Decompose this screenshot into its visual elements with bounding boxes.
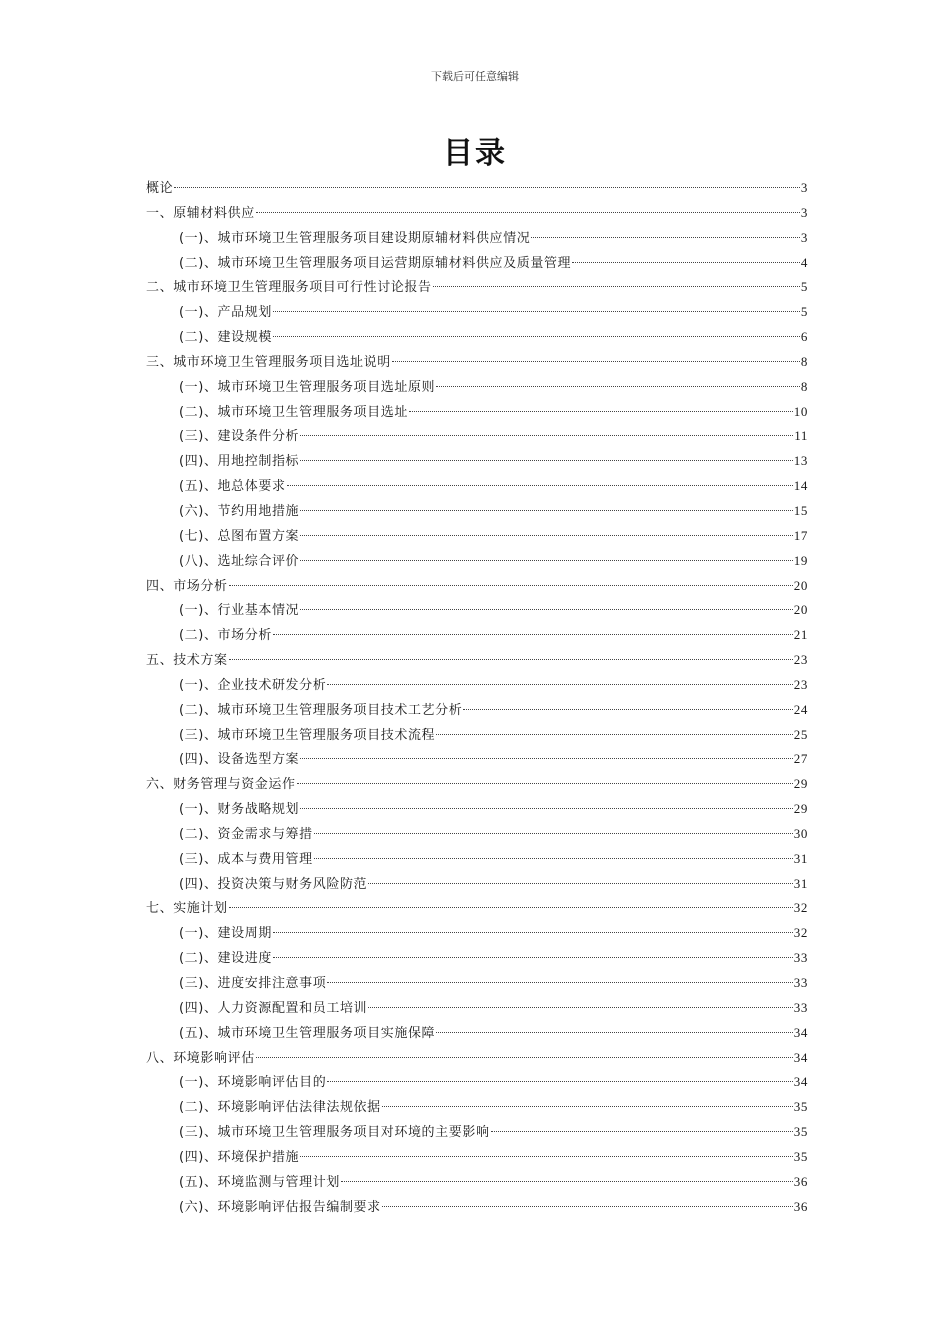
toc-page-number: 8 [800, 378, 808, 394]
toc-page-number: 23 [793, 676, 808, 692]
toc-section-entry[interactable] [146, 549, 808, 574]
toc-section-entry[interactable] [146, 1095, 808, 1120]
toc-section-entry[interactable] [146, 499, 808, 524]
toc-dot-leader [229, 585, 793, 586]
toc-entry-title: 八、环境影响评估 [146, 1050, 255, 1066]
toc-entry-title: (一)、建设周期 [179, 926, 272, 942]
toc-page-number: 15 [793, 502, 808, 518]
toc-section-entry[interactable] [146, 946, 808, 971]
toc-dot-leader [300, 535, 793, 536]
toc-chapter-entry[interactable] [146, 275, 808, 300]
toc-page-number: 5 [800, 279, 808, 295]
toc-entry-title: (四)、人力资源配置和员工培训 [179, 1000, 368, 1016]
toc-dot-leader [229, 907, 793, 908]
toc-page-number: 33 [793, 999, 808, 1015]
toc-entry-title: 一、原辅材料供应 [146, 205, 255, 221]
toc-dot-leader [300, 609, 793, 610]
toc-dot-leader [273, 336, 800, 337]
toc-entry-title: (一)、行业基本情况 [179, 603, 300, 619]
toc-section-entry[interactable] [146, 847, 808, 872]
toc-dot-leader [174, 187, 800, 188]
toc-section-entry[interactable] [146, 1170, 808, 1195]
toc-page-number: 21 [793, 627, 808, 643]
toc-entry-title: 五、技术方案 [146, 653, 228, 669]
toc-dot-leader [273, 957, 793, 958]
toc-page-number: 30 [793, 825, 808, 841]
toc-page-number: 8 [800, 353, 808, 369]
toc-page-number: 31 [793, 850, 808, 866]
toc-dot-leader [273, 634, 793, 635]
toc-section-entry[interactable] [146, 723, 808, 748]
toc-entry-title: 七、实施计划 [146, 901, 228, 917]
toc-entry-title: (四)、环境保护措施 [179, 1149, 300, 1165]
toc-dot-leader [300, 460, 793, 461]
toc-section-entry[interactable] [146, 921, 808, 946]
toc-dot-leader [314, 833, 793, 834]
toc-entry-title: (二)、城市环境卫生管理服务项目运营期原辅材料供应及质量管理 [179, 255, 572, 271]
toc-page-number: 5 [800, 304, 808, 320]
toc-entry-title: (一)、城市环境卫生管理服务项目建设期原辅材料供应情况 [179, 230, 531, 246]
toc-entry-title: 六、财务管理与资金运作 [146, 777, 296, 793]
toc-chapter-entry[interactable] [146, 176, 808, 201]
toc-page-number: 27 [793, 751, 808, 767]
toc-chapter-entry[interactable] [146, 350, 808, 375]
toc-dot-leader [368, 1007, 793, 1008]
toc-section-entry[interactable] [146, 449, 808, 474]
toc-page-number: 35 [793, 1124, 808, 1140]
toc-entry-title: (三)、城市环境卫生管理服务项目技术流程 [179, 727, 436, 743]
toc-page-number: 32 [793, 925, 808, 941]
toc-entry-title: (一)、产品规划 [179, 305, 272, 321]
toc-page-number: 35 [793, 1148, 808, 1164]
toc-dot-leader [273, 932, 793, 933]
toc-page-number: 29 [793, 801, 808, 817]
toc-entry-title: 概论 [146, 181, 174, 196]
toc-section-entry[interactable] [146, 1195, 808, 1220]
toc-entry-title: (二)、资金需求与筹措 [179, 826, 313, 842]
toc-dot-leader [273, 311, 800, 312]
toc-page-number: 13 [793, 453, 808, 469]
toc-dot-leader [327, 982, 792, 983]
toc-section-entry[interactable] [146, 1070, 808, 1095]
toc-dot-leader [491, 1131, 793, 1132]
toc-entry-title: (二)、城市环境卫生管理服务项目选址 [179, 404, 408, 420]
toc-dot-leader [300, 1156, 793, 1157]
toc-section-entry[interactable] [146, 698, 808, 723]
page-header: 下载后可任意编辑 [431, 70, 519, 83]
toc-chapter-entry[interactable] [146, 201, 808, 226]
toc-page-number: 29 [793, 776, 808, 792]
toc-entry-title: (二)、环境影响评估法律法规依据 [179, 1100, 381, 1116]
toc-section-entry[interactable] [146, 623, 808, 648]
toc-page-number: 10 [793, 403, 808, 419]
toc-chapter-entry[interactable] [146, 896, 808, 921]
toc-section-entry[interactable] [146, 747, 808, 772]
toc-entry-title: (七)、总图布置方案 [179, 528, 300, 544]
toc-page-number: 36 [793, 1198, 808, 1214]
toc-entry-title: (二)、市场分析 [179, 628, 272, 644]
toc-section-entry[interactable] [146, 1120, 808, 1145]
toc-dot-leader [368, 883, 793, 884]
toc-section-entry[interactable] [146, 325, 808, 350]
toc-dot-leader [300, 758, 793, 759]
toc-entry-title: (五)、城市环境卫生管理服务项目实施保障 [179, 1025, 436, 1041]
toc-entry-title: (六)、节约用地措施 [179, 503, 300, 519]
toc-dot-leader [436, 1032, 793, 1033]
toc-entry-title: (三)、进度安排注意事项 [179, 976, 327, 991]
toc-dot-leader [531, 237, 800, 238]
toc-page-number: 35 [793, 1099, 808, 1115]
toc-page-number: 11 [794, 428, 808, 444]
toc-page-number: 20 [793, 577, 808, 593]
toc-section-entry[interactable] [146, 822, 808, 847]
toc-entry-title: (四)、投资决策与财务风险防范 [179, 876, 368, 892]
toc-entry-title: (三)、成本与费用管理 [179, 851, 313, 867]
toc-section-entry[interactable] [146, 474, 808, 499]
toc-dot-leader [256, 212, 800, 213]
toc-section-entry[interactable] [146, 996, 808, 1021]
toc-dot-leader [341, 1181, 793, 1182]
toc-page-number: 4 [800, 254, 808, 270]
toc-dot-leader [314, 858, 793, 859]
toc-page-number: 34 [793, 1074, 808, 1090]
toc-section-entry[interactable] [146, 226, 808, 251]
toc-dot-leader [327, 684, 792, 685]
toc-dot-leader [300, 808, 793, 809]
toc-page-number: 20 [793, 602, 808, 618]
toc-dot-leader [229, 659, 793, 660]
toc-dot-leader [300, 560, 793, 561]
toc-page-number: 3 [800, 229, 808, 245]
toc-dot-leader [572, 262, 800, 263]
toc-chapter-entry[interactable] [146, 648, 808, 673]
toc-chapter-entry[interactable] [146, 772, 808, 797]
toc-page-number: 25 [793, 726, 808, 742]
toc-dot-leader [436, 734, 793, 735]
toc-page-number: 34 [793, 1024, 808, 1040]
toc-page-number: 23 [793, 652, 808, 668]
toc-page-number: 24 [793, 701, 808, 717]
toc-entry-title: (一)、财务战略规划 [179, 802, 300, 818]
toc-entry-title: (四)、用地控制指标 [179, 454, 300, 470]
toc-dot-leader [300, 510, 793, 511]
toc-page-number: 36 [793, 1173, 808, 1189]
toc-entry-title: (五)、地总体要求 [179, 479, 286, 495]
toc-entry-title: (四)、设备选型方案 [179, 752, 300, 768]
toc-dot-leader [327, 1081, 792, 1082]
toc-entry-title: (三)、建设条件分析 [179, 429, 300, 445]
toc-chapter-entry[interactable] [146, 574, 808, 599]
toc-page-number: 17 [793, 527, 808, 543]
toc-section-entry[interactable] [146, 673, 808, 698]
toc-section-entry[interactable] [146, 375, 808, 400]
toc-entry-title: (八)、选址综合评价 [179, 553, 300, 569]
toc-section-entry[interactable] [146, 1145, 808, 1170]
toc-entry-title: (六)、环境影响评估报告编制要求 [179, 1199, 381, 1215]
toc-entry-title: (一)、企业技术研发分析 [179, 677, 327, 693]
toc-section-entry[interactable] [146, 400, 808, 425]
toc-entry-title: 二、城市环境卫生管理服务项目可行性讨论报告 [146, 280, 432, 296]
toc-section-entry[interactable] [146, 251, 808, 276]
toc-dot-leader [382, 1206, 793, 1207]
toc-page-number: 3 [800, 180, 808, 195]
toc-entry-title: (三)、城市环境卫生管理服务项目对环境的主要影响 [179, 1125, 490, 1141]
toc-dot-leader [409, 411, 793, 412]
toc-dot-leader [382, 1106, 793, 1107]
toc-dot-leader [463, 709, 792, 710]
toc-dot-leader [392, 361, 800, 362]
toc-dot-leader [436, 386, 800, 387]
toc-dot-leader [433, 286, 800, 287]
toc-page-number: 34 [793, 1049, 808, 1065]
toc-page-number: 31 [793, 875, 808, 891]
toc-page-number: 32 [793, 900, 808, 916]
toc-section-entry[interactable] [146, 424, 808, 449]
toc-page-number: 3 [800, 204, 808, 220]
toc-chapter-entry[interactable] [146, 1046, 808, 1071]
toc-page-number: 14 [793, 478, 808, 494]
toc-page-number: 19 [793, 552, 808, 568]
toc-entry-title: (五)、环境监测与管理计划 [179, 1174, 340, 1190]
toc-section-entry[interactable] [146, 971, 808, 996]
toc-dot-leader [287, 485, 793, 486]
toc-section-entry[interactable] [146, 300, 808, 325]
toc-dot-leader [256, 1057, 793, 1058]
toc-dot-leader [297, 783, 793, 784]
toc-entry-title: (一)、城市环境卫生管理服务项目选址原则 [179, 379, 436, 395]
toc-entry-title: (一)、环境影响评估目的 [179, 1075, 327, 1091]
toc-section-entry[interactable] [146, 872, 808, 897]
toc-dot-leader [300, 435, 793, 436]
toc-entry-title: 三、城市环境卫生管理服务项目选址说明 [146, 354, 391, 370]
toc-entry-title: (二)、城市环境卫生管理服务项目技术工艺分析 [179, 702, 463, 718]
toc-page-number: 6 [800, 329, 808, 345]
toc-section-entry[interactable] [146, 797, 808, 822]
table-of-contents [146, 176, 808, 1219]
toc-page-number: 33 [793, 950, 808, 966]
toc-entry-title: (二)、建设进度 [179, 951, 272, 967]
toc-entry-title: (二)、建设规模 [179, 330, 272, 346]
toc-section-entry[interactable] [146, 598, 808, 623]
toc-entry-title: 四、市场分析 [146, 578, 228, 594]
toc-section-entry[interactable] [146, 524, 808, 549]
page-title: 目录 [443, 136, 507, 171]
toc-section-entry[interactable] [146, 1021, 808, 1046]
toc-page-number: 33 [793, 975, 808, 990]
